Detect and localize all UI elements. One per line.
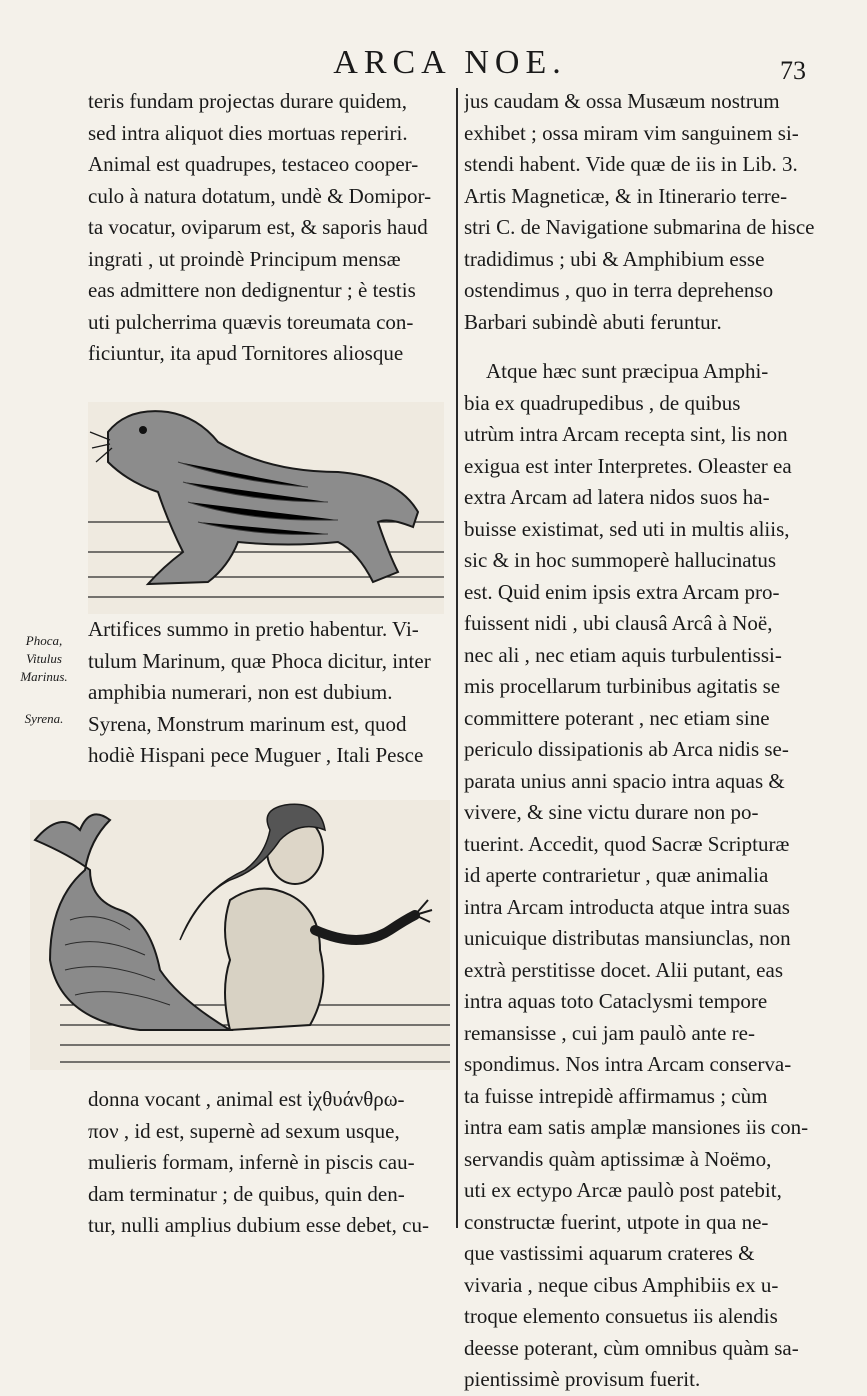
- text-line: pientissimè provisum fuerit.: [464, 1367, 701, 1391]
- text-line: buisse existimat, sed uti in multis aliis,: [464, 516, 790, 541]
- text-line: stendi habent. Vide quæ de iis in Lib. 3.: [464, 152, 798, 176]
- text-line: utrùm intra Arcam recepta sint, lis non: [464, 422, 788, 446]
- text-line: servandis quàm aptissimæ à Noëmo,: [464, 1146, 772, 1171]
- page-number: 73: [780, 56, 806, 85]
- text-line: extra Arcam ad latera nidos suos ha-: [464, 485, 770, 509]
- text-line: que vastissimi aquarum crateres &: [464, 1241, 755, 1265]
- text-line: id aperte contrarietur , quæ animalia: [464, 863, 769, 887]
- text-line: Barbari subindè abuti feruntur.: [464, 309, 722, 334]
- text-line: stri C. de Navigatione submarina de hisce: [464, 215, 815, 239]
- text-line: ingrati , ut proindè Principum mensæ: [88, 246, 401, 271]
- text-line: spondimus. Nos intra Arcam conserva-: [464, 1052, 792, 1076]
- seal-woodcut-icon: [88, 402, 444, 614]
- text-line: bia ex quadrupedibus , de quibus: [464, 390, 741, 415]
- margin-note-syrena: Syrena.: [24, 711, 64, 726]
- text-line: sic & in hoc summoperè hallucinatus: [464, 548, 777, 572]
- text-line: tuerint. Accedit, quod Sacræ Scripturæ: [464, 831, 790, 856]
- left-column-top-text: [88, 86, 450, 370]
- text-line: uti ex ectypo Arcæ paulò post patebit,: [464, 1178, 782, 1202]
- text-line: teris fundam projectas durare quidem,: [88, 89, 407, 113]
- text-line: tur, nulli amplius dubium esse debet, cu-: [88, 1213, 429, 1237]
- text-line: parata unius anni spacio intra aquas &: [464, 768, 785, 793]
- text-line: troque elemento consuetus iis alendis: [464, 1304, 778, 1328]
- text-line: tulum Marinum, quæ Phoca dicitur, inter: [88, 648, 431, 673]
- text-line: amphibia numerari, non est dubium.: [88, 680, 393, 704]
- text-line: donna vocant , animal est ἰχθυάνθρω-: [88, 1087, 405, 1111]
- text-line: sed intra aliquot dies mortuas reperiri.: [88, 120, 408, 145]
- text-line: uti pulcherrima quævis toreumata con-: [88, 309, 414, 334]
- text-line: ta fuisse intrepidè affirmamus ; cùm: [464, 1083, 768, 1108]
- text-line: remansisse , cui jam paulò ante re-: [464, 1020, 755, 1045]
- text-line: intra Arcam introducta atque intra suas: [464, 894, 790, 919]
- text-line: fuissent nidi , ubi clausâ Arcâ à Noë,: [464, 611, 773, 635]
- text-line: exhibet ; ossa miram vim sanguinem si-: [464, 120, 799, 145]
- text-line: mulieris formam, infernè in piscis cau-: [88, 1150, 415, 1174]
- text-line: committere poterant , nec etiam sine: [464, 705, 770, 730]
- text-line: mis procellarum turbinibus agitatis se: [464, 674, 781, 698]
- text-line: deesse poterant, cùm omnibus quàm sa-: [464, 1335, 799, 1360]
- right-column-text: [464, 86, 824, 1396]
- text-line: constructæ fuerint, utpote in qua ne-: [464, 1209, 769, 1234]
- running-header-title: ARCA NOE.: [333, 44, 567, 81]
- left-column-bottom-text: [88, 1084, 450, 1242]
- text-line: Syrena, Monstrum marinum est, quod: [88, 711, 407, 736]
- text-line: nec ali , nec etiam aquis turbulentissi-: [464, 642, 782, 667]
- text-line: ficiuntur, ita apud Tornitores aliosque: [88, 341, 404, 365]
- text-line: est. Quid enim ipsis extra Arcam pro-: [464, 579, 780, 604]
- paragraph-gap: [464, 338, 824, 356]
- left-column-middle-text: [88, 614, 450, 772]
- text-line: culo à natura dotatum, undè & Domipor-: [88, 183, 432, 208]
- text-line: ta vocatur, oviparum est, & saporis haud: [88, 215, 428, 239]
- text-line: eas admittere non dedignentur ; è testis: [88, 278, 416, 302]
- text-line: periculo dissipationis ab Arca nidis se-: [464, 737, 789, 761]
- mermaid-woodcut-icon: [30, 800, 450, 1070]
- text-line: intra aquas toto Cataclysmi tempore: [464, 989, 768, 1013]
- text-line: Artifices summo in pretio habentur. Vi-: [88, 617, 419, 641]
- text-line: ostendimus , quo in terra deprehenso: [464, 278, 774, 302]
- text-line: jus caudam & ossa Musæum nostrum: [464, 89, 780, 113]
- text-line: dam terminatur ; de quibus, quin den-: [88, 1181, 405, 1206]
- text-line: exigua est inter Interpretes. Oleaster ea: [464, 453, 792, 478]
- text-line: Animal est quadrupes, testaceo cooper-: [88, 152, 419, 176]
- text-line: hodiè Hispani pece Muguer , Itali Pesce: [88, 743, 424, 767]
- text-line: vivaria , neque cibus Amphibiis ex u-: [464, 1272, 779, 1297]
- text-line: vivere, & sine victu durare non po-: [464, 800, 759, 824]
- column-divider: [456, 88, 458, 1228]
- text-line: extrà perstitisse docet. Alii putant, eas: [464, 957, 783, 982]
- text-line: Atque hæc sunt præcipua Amphi-: [486, 359, 769, 383]
- text-line: Artis Magneticæ, & in Itinerario terre-: [464, 183, 788, 208]
- text-line: unicuique distributas mansiunclas, non: [464, 926, 791, 950]
- text-line: tradidimus ; ubi & Amphibium esse: [464, 246, 765, 271]
- margin-note-phoca: Phoca, Vitulus Marinus.: [20, 633, 68, 684]
- text-line: intra eam satis amplæ mansiones iis con-: [464, 1115, 809, 1139]
- text-line: πον , id est, supernè ad sexum usque,: [88, 1118, 400, 1143]
